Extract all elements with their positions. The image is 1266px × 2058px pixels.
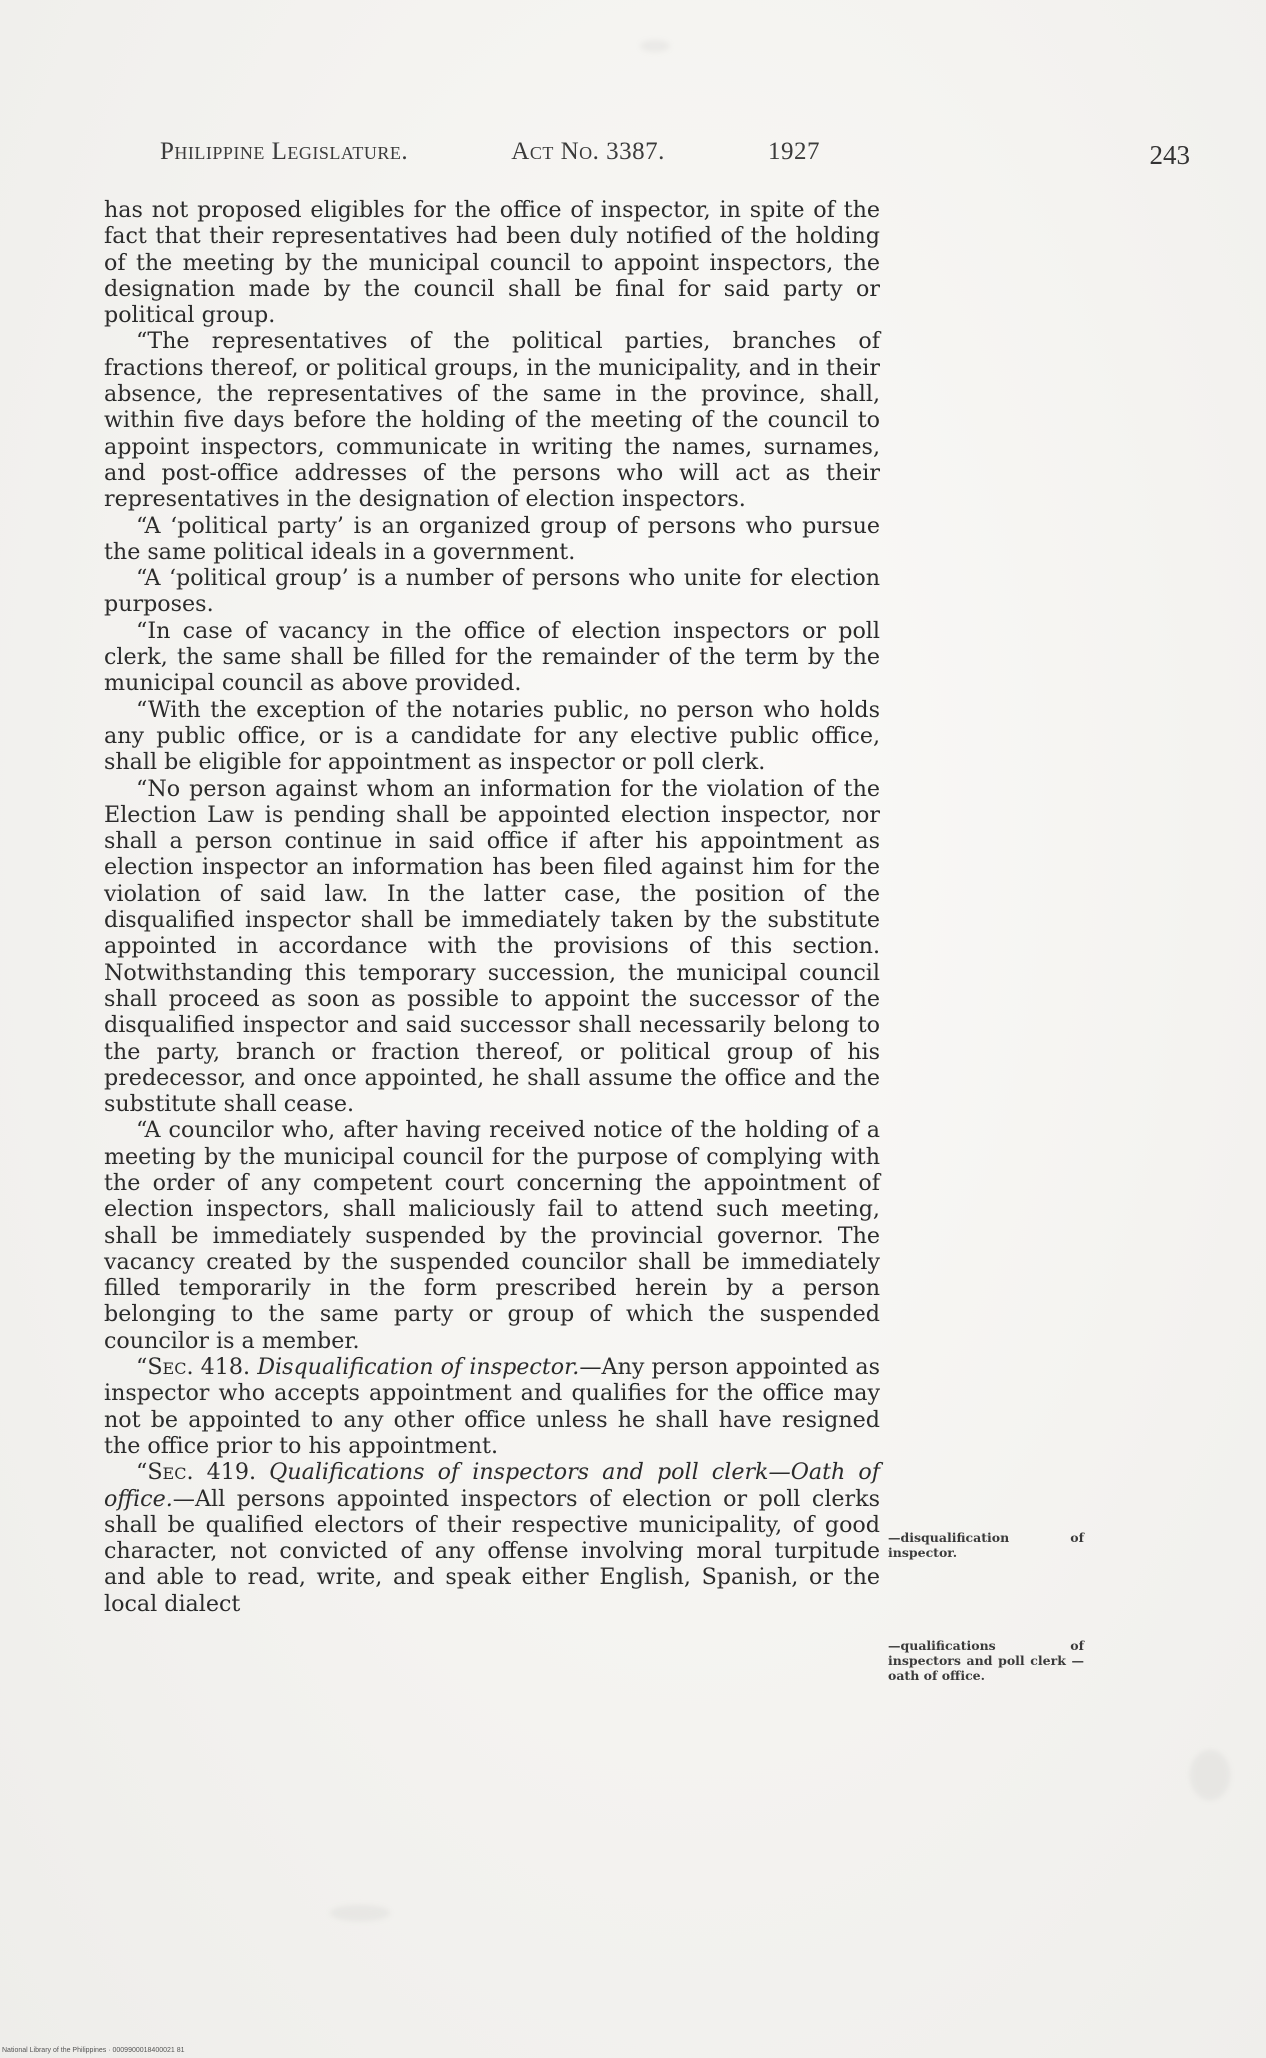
page-number: 243	[1149, 140, 1190, 170]
running-title: Philippine Legislature.	[160, 138, 409, 165]
header-year: 1927	[768, 138, 820, 165]
scan-smudge	[640, 40, 670, 52]
paragraph: “A ‘political group’ is a number of persons who unite for election purposes.	[104, 565, 880, 618]
scan-smudge	[1190, 1750, 1230, 1800]
body-text	[104, 197, 880, 1617]
section-number: “Sec. 419.	[136, 1459, 257, 1486]
section-number: “Sec. 418.	[136, 1354, 251, 1381]
paragraph: “A ‘political party’ is an organized group of persons who pursue the same political ideals in a government.	[104, 512, 880, 565]
paragraph: “In case of vacancy in the office of election inspectors or poll clerk, the same shall be filled for the remainder of the term by the municipal council as above provided.	[104, 617, 880, 697]
section-text: —Any person appointed as inspector who accepts appointment and qualifies for the office may not be appointed to any other office unless he shall have resigned the office prior to his appointment.	[104, 1354, 880, 1459]
section-title: Qualifications of inspectors and poll clerk—Oath of office.	[104, 1459, 880, 1512]
paragraph: “With the exception of the notaries public, no person who holds any public office, or is a candidate for any elective public office, shall be eligible for appointment as inspector or poll clerk.	[104, 696, 880, 776]
paragraph: has not proposed eligibles for the office of inspector, in spite of the fact that their representatives had been duly notified of the holding of the meeting by the municipal council to appoint inspectors, the designation made by the council shall be final for said party or political group.	[104, 197, 880, 329]
paragraph: “The representatives of the political parties, branches of fractions thereof, or political groups, in the municipality, and in their absence, the representatives of the same in the province, shall, within five days before the holding of the meeting of the council to appoint inspectors, communicate in writing the names, surnames, and post-office addresses of the persons who will act as their representatives in the designation of election inspectors.	[104, 328, 880, 513]
act-number: Act No. 3387.	[511, 138, 665, 165]
paragraph: “No person against whom an information for the violation of the Election Law is pending shall be appointed election inspector, nor shall a person continue in said office if after his appointment as election inspector an information has been filed against him for the violation of said law. In the latter case, the position of the disqualified inspector shall be immediately taken by the substitute appointed in accordance with the provisions of this section. Notwithstanding this temporary succession, the municipal council shall proceed as soon as possible to appoint the successor of the disqualified inspector and said successor shall necessarily belong to the party, branch or fraction thereof, or political group of his predecessor, and once appointed, he shall assume the office and the substitute shall cease.	[104, 775, 880, 1118]
section-title: Disqualification of inspector.	[257, 1354, 580, 1381]
marginal-note: —qualifications of inspectors and poll clerk —oath of office.	[888, 1638, 1084, 1683]
scan-footer: National Library of the Philippines · 0009900018400021 81	[2, 2047, 185, 2054]
section-419	[104, 1459, 880, 1617]
section-418	[104, 1354, 880, 1459]
marginal-note: —disqualification of inspector.	[888, 1530, 1084, 1560]
running-header	[160, 138, 820, 166]
section-text: —All persons appointed inspectors of election or poll clerks shall be qualified electors of their respective municipality, of good character, not convicted of any offense involving moral turpitude and able to read, write, and speak either English, Spanish, or the local dialect	[104, 1485, 880, 1617]
paragraph: “A councilor who, after having received notice of the holding of a meeting by the municipal council for the purpose of complying with the order of any competent court concerning the appointment of election inspectors, shall maliciously fail to attend such meeting, shall be immediately suspended by the provincial governor. The vacancy created by the suspended councilor shall be immediately filled temporarily in the form prescribed herein by a person belonging to the same party or group of which the suspended councilor is a member.	[104, 1117, 880, 1354]
scan-smudge	[330, 1905, 390, 1921]
